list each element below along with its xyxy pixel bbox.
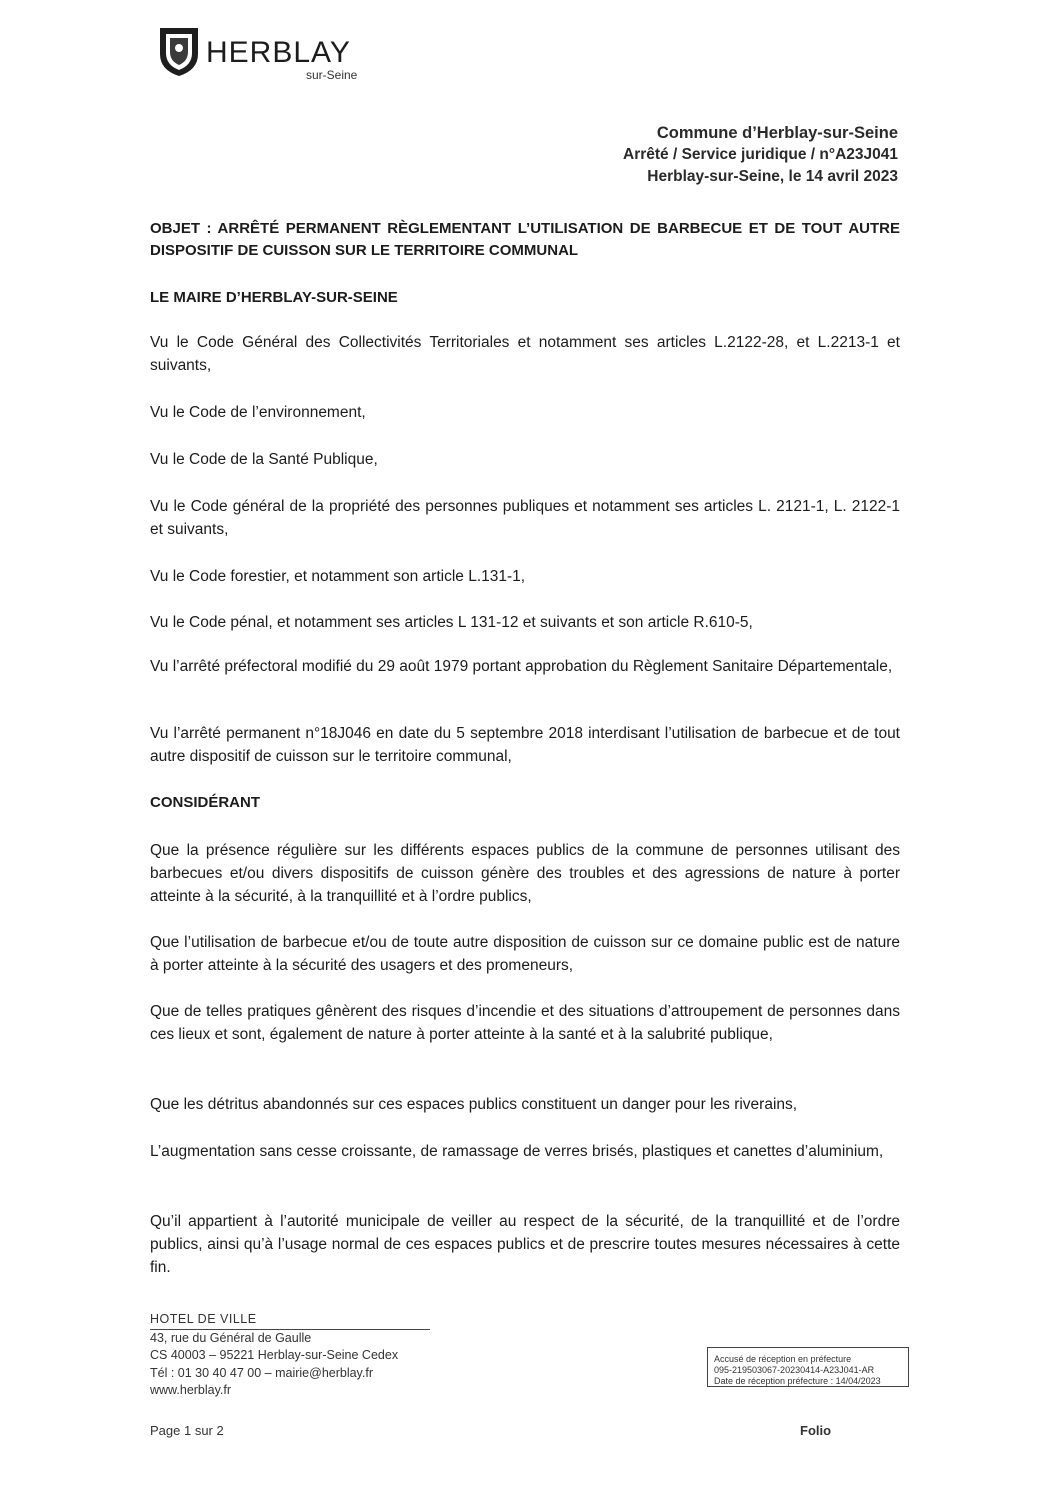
vu-clause: Vu l’arrêté préfectoral modifié du 29 août 1979 portant approbation du Règlement Sanitaire Départementale,: [150, 658, 893, 675]
vu-clause: Vu le Code général de la propriété des personnes publiques et notamment ses articles L. 2121-1, L. 2122-1 et suivants,: [150, 498, 900, 538]
considerant-clause: Que les détritus abandonnés sur ces espaces publics constituent un danger pour les riverains,: [150, 1096, 798, 1113]
vu-clause: Vu l’arrêté permanent n°18J046 en date du 5 septembre 2018 interdisant l’utilisation de barbecue et de tout autre dispositif de cuisson sur le territoire communal,: [150, 725, 900, 765]
considerant-clause: Qu’il appartient à l’autorité municipale de veiller au respect de la sécurité, de la tranquillité et de l’ordre publics, ainsi qu’à l’usage normal de ces espaces publics et de prescrire toutes mesures nécessaires à cette fin.: [150, 1213, 900, 1276]
considerant-clause: Que de telles pratiques gênèrent des risques d’incendie et des situations d’attroupement de personnes dans ces lieux et sont, également de nature à porter atteinte à la santé et à la salubrité publique,: [150, 1003, 900, 1043]
address-line: 43, rue du Général de Gaulle: [150, 1330, 312, 1345]
decree-reference: Arrêté / Service juridique / n°A23J041: [623, 146, 898, 163]
vu-clause: Vu le Code pénal, et notamment ses articles L 131-12 et suivants et son article R.610-5,: [150, 614, 753, 631]
contact-line: Tél : 01 30 40 47 00 – mairie@herblay.fr: [150, 1365, 373, 1380]
logo-name: HERBLAY: [206, 36, 351, 69]
document-header: [623, 122, 898, 188]
vu-clause: Vu le Code forestier, et notamment son article L.131-1,: [150, 568, 526, 585]
mayor-heading: LE MAIRE D’HERBLAY-SUR-SEINE: [150, 289, 398, 306]
coat-of-arms-icon: [156, 24, 202, 78]
vu-clause: Vu le Code de l’environnement,: [150, 404, 366, 421]
website-line: www.herblay.fr: [150, 1383, 232, 1397]
stamp-line: Date de réception préfecture : 14/04/2023: [714, 1376, 881, 1386]
page-number: Page 1 sur 2: [150, 1423, 224, 1438]
commune-name: Commune d’Herblay-sur-Seine: [656, 124, 898, 142]
folio-label: Folio: [800, 1423, 832, 1438]
vu-clause: Vu le Code Général des Collectivités Territoriales et notamment ses articles L.2122-28, et L.2213-1 et suivants,: [150, 334, 900, 374]
decree-date: Herblay-sur-Seine, le 14 avril 2023: [647, 168, 898, 185]
town-hall-heading: HOTEL DE VILLE: [150, 1311, 430, 1330]
town-hall-address: [150, 1311, 430, 1400]
herblay-logo: [156, 22, 376, 82]
logo-subtitle: sur-Seine: [306, 68, 358, 82]
considerant-clause: L’augmentation sans cesse croissante, de ramassage de verres brisés, plastiques et canettes d’aluminium,: [150, 1143, 884, 1160]
stamp-line: Accusé de réception en préfecture: [714, 1354, 852, 1364]
stamp-line: 095-219503067-20230414-A23J041-AR: [714, 1365, 875, 1375]
decree-subject: OBJET : ARRÊTÉ PERMANENT RÈGLEMENTANT L’UTILISATION DE BARBECUE ET DE TOUT AUTRE DISPOSITIF DE CUISSON SUR LE TERRITOIRE COMMUNAL: [150, 220, 900, 259]
considerant-heading: CONSIDÉRANT: [150, 794, 261, 811]
considerant-clause: Que la présence régulière sur les différents espaces publics de la commune de personnes utilisant des barbecues et/ou divers dispositifs de cuisson génère des troubles et des agressions de nature à porter atteinte à la sécurité, à la tranquillité et à l’ordre publics,: [150, 842, 900, 905]
vu-clause: Vu le Code de la Santé Publique,: [150, 451, 378, 468]
prefecture-receipt-stamp: [707, 1347, 909, 1387]
considerant-clause: Que l’utilisation de barbecue et/ou de toute autre disposition de cuisson sur ce domaine public est de nature à porter atteinte à la sécurité des usagers et des promeneurs,: [150, 934, 900, 974]
address-line: CS 40003 – 95221 Herblay-sur-Seine Cedex: [150, 1348, 399, 1362]
